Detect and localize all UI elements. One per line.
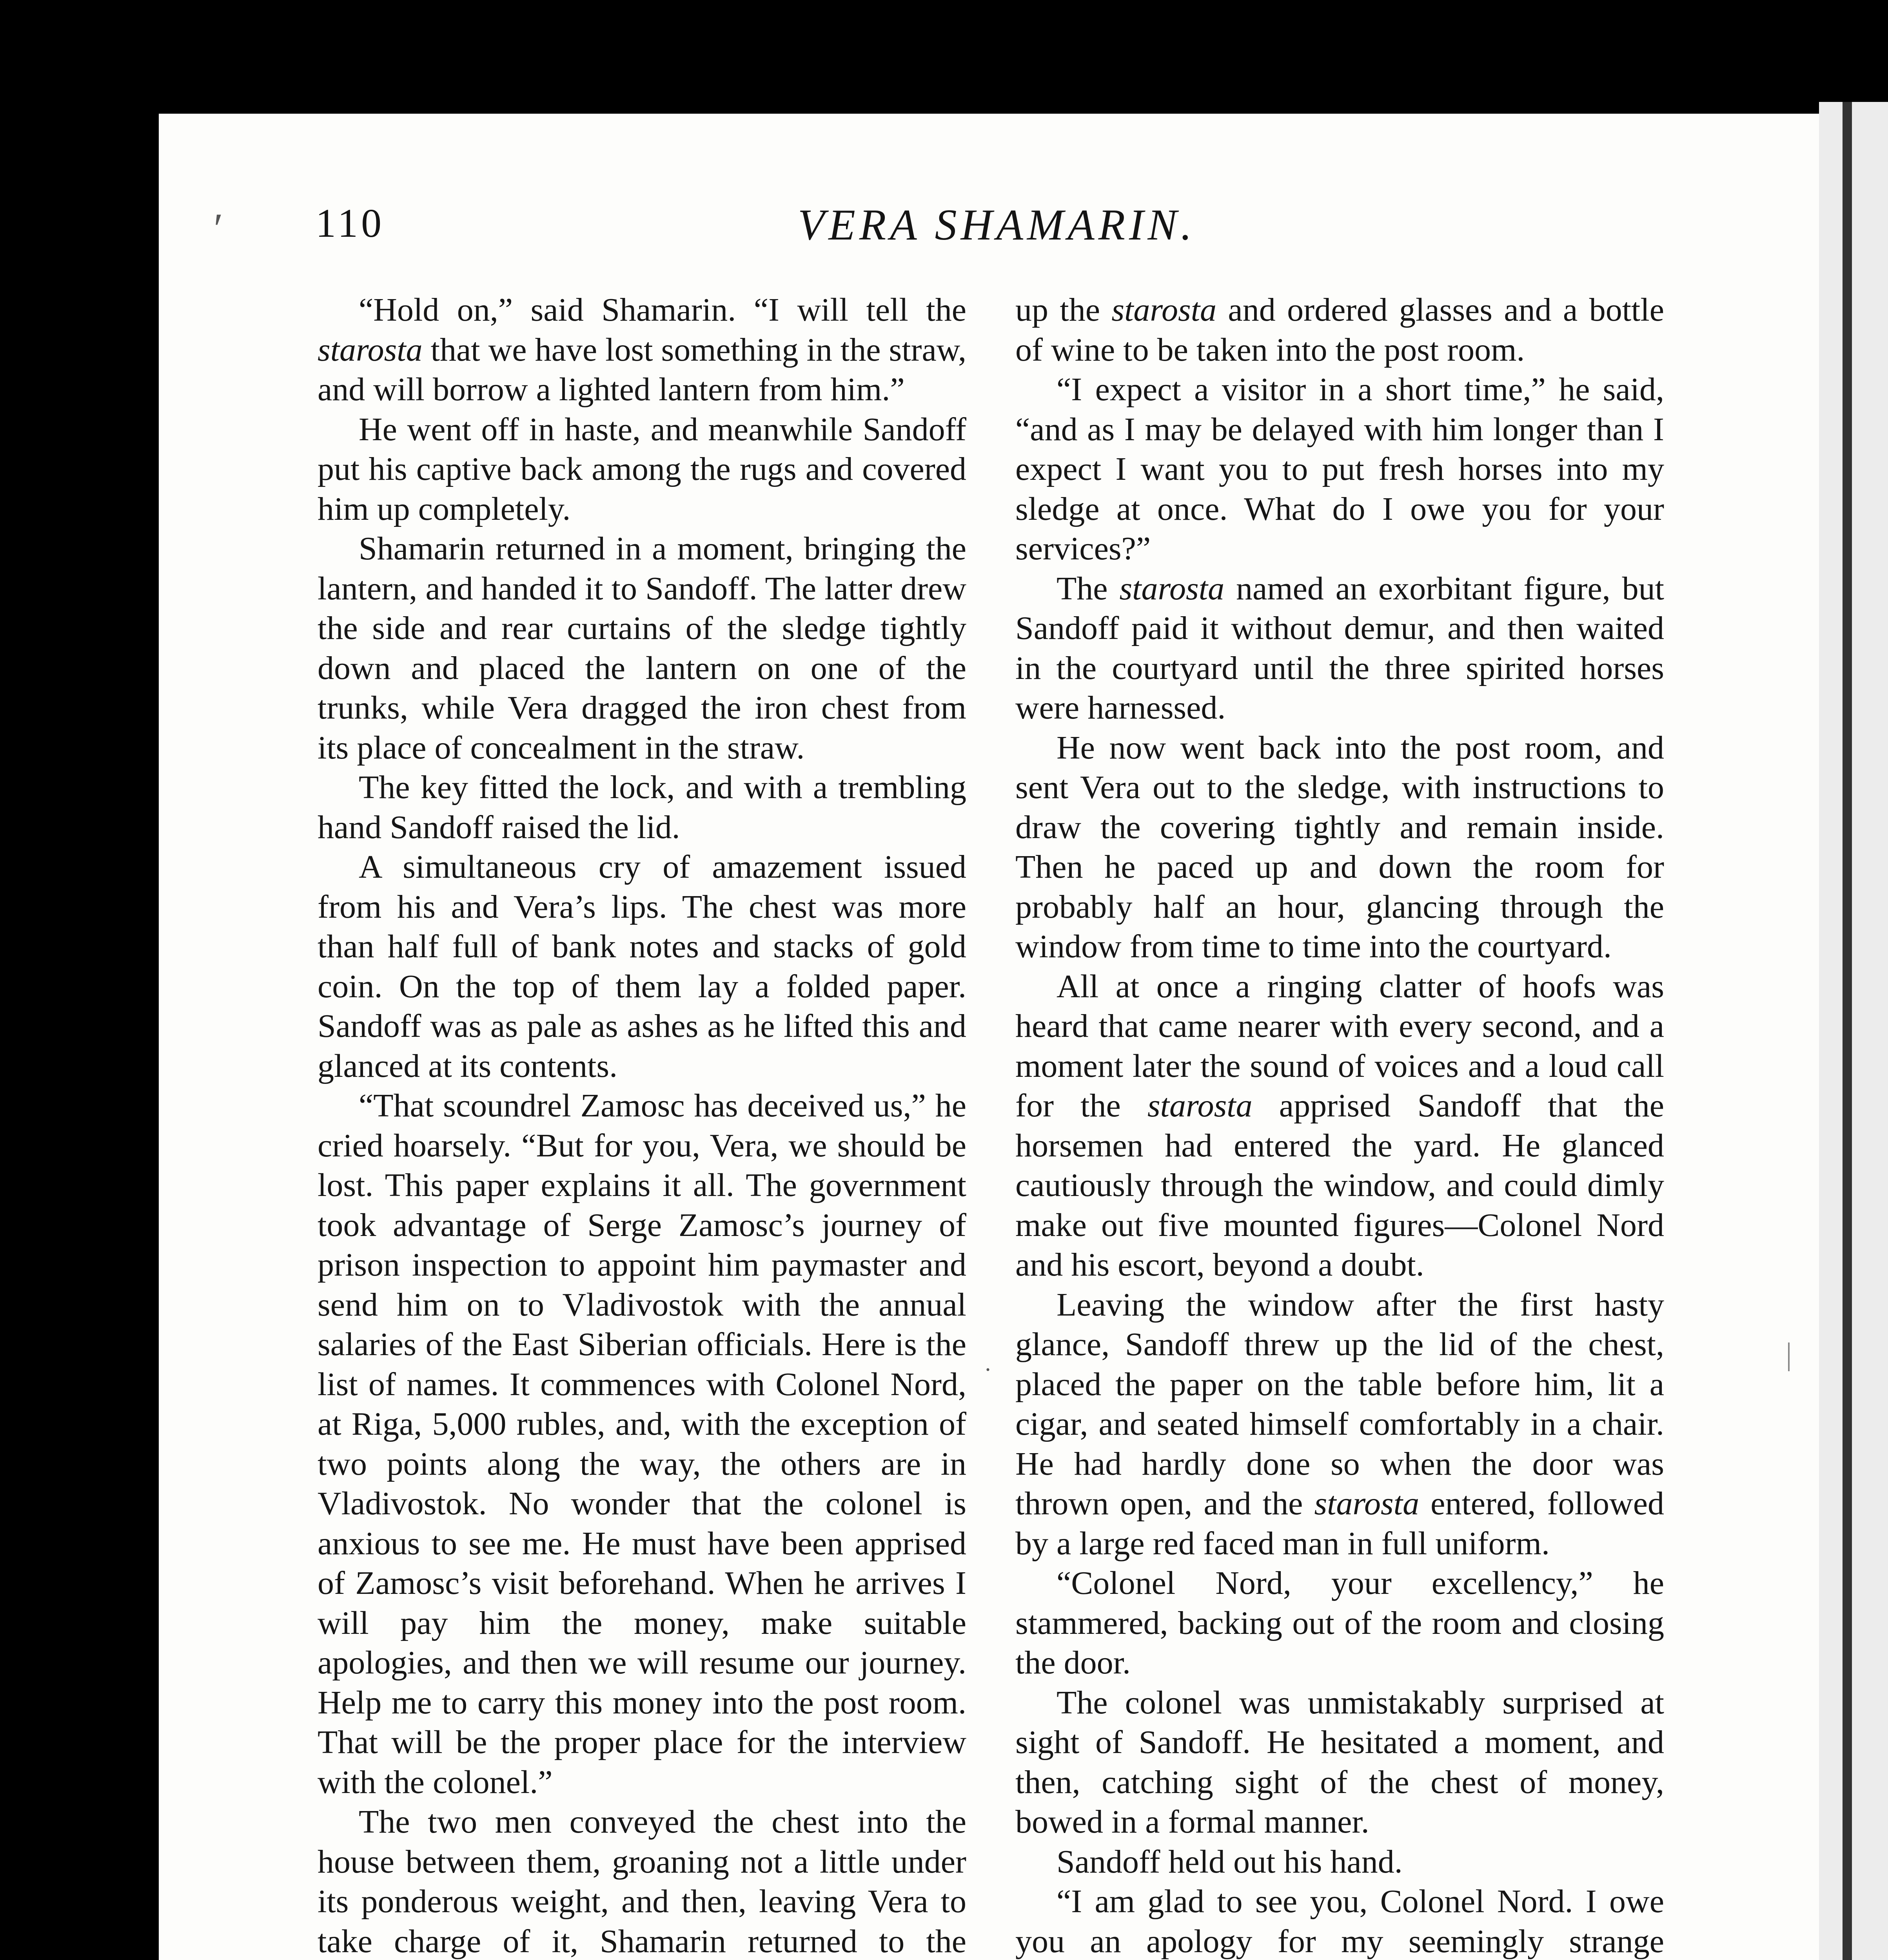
book-page [159,114,1819,1960]
scan-speck-mark: · [984,1357,992,1383]
paragraph: Shamarin returned in a moment, bringing the lantern, and handed it to Sandoff. The latter drew the side and rear curtains of the sledge tightly down and placed the lantern on one of the trunks, while Vera dragged the iron chest from its place of concealment in the straw. [318,530,966,766]
paragraph: The starosta named an exorbitant figure, but Sandoff paid it without demur, and then waited in the courtyard until the three spirited horses were harnessed. [1015,570,1664,726]
page-number: 110 [316,201,385,246]
paragraph: up the starosta and ordered glasses and a bottle of wine to be taken into the post room. [1015,292,1664,368]
paragraph: “I am glad to see you, Colonel Nord. I owe you an apology for my seemingly strange [1015,1883,1664,1960]
paragraph: The colonel was unmistakably surprised at sight of Sandoff. He hesitated a moment, and then, catching sight of the chest of money, bowed in a formal manner. [1015,1684,1664,1840]
adjacent-page-edge [1819,102,1888,1960]
paragraph: He now went back into the post room, and sent Vera out to the sledge, with instructions to draw the covering tightly and remain inside. Then he paced up and down the room for probably half an hour, glancing through the window from time to time into the courtyard. [1015,729,1664,965]
scan-speck-mark: | [1786,1337,1792,1372]
paragraph: A simultaneous cry of amazement issued from his and Vera’s lips. The chest was more than half full of bank notes and stacks of gold coin. On the top of them lay a folded paper. Sandoff was as pale as ashes as he lifted this and glanced at its contents. [318,849,966,1084]
paragraph: “That scoundrel Zamosc has deceived us,” he cried hoarsely. “But for you, Vera, we should be lost. This paper explains it all. The government took advantage of Serge Zamosc’s journey of prison inspection to appoint him paymaster and send him on to Vladivostok with the annual salaries of the East Siberian officials. Here is the list of names. It commences with Colonel Nord, at Riga, 5,000 rubles, and, with the exception of two points along the way, the others are in Vladivostok. No wonder that the colonel is anxious to see me. He must have been apprised of Zamosc’s visit beforehand. When he arrives I will pay him the money, make suitable apologies, and then we will resume our journey. Help me to carry this money into the post room. That will be the proper place for the interview with the colonel.” [318,1087,966,1800]
paragraph: “Hold on,” said Shamarin. “I will tell the starosta that we have lost something in the straw, and will borrow a lighted lantern from him.” [318,292,966,408]
paragraph: The key fitted the lock, and with a trembling hand Sandoff raised the lid. [318,769,966,846]
paragraph: Sandoff held out his hand. [1057,1843,1403,1880]
running-title: VERA SHAMARIN. [798,201,1196,249]
scan-speck-mark: ʹ [214,205,223,252]
paragraph: The two men conveyed the chest into the house between them, groaning not a little under its ponderous weight, and then, leaving Vera to take charge of it, Shamarin returned to the [318,1804,966,1960]
paragraph: Leaving the window after the first hasty glance, Sandoff threw up the lid of the chest, placed the paper on the table before him, lit a cigar, and seated himself comfortably in a chair. He had hardly done so when the door was thrown open, and the starosta entered, followed by a large red faced man in full uniform. [1015,1286,1664,1562]
paragraph: “I expect a visitor in a short time,” he said, “and as I may be delayed with him longer than I expect I want you to put fresh horses into my sledge at once. What do I owe you for your services?” [1015,371,1664,567]
paragraph: All at once a ringing clatter of hoofs was heard that came nearer with every second, and a moment later the sound of voices and a loud call for the starosta apprised Sandoff that the horsemen had entered the yard. He glanced cautiously through the window, and could dimly make out five mounted figures—Colonel Nord and his escort, beyond a doubt. [1015,968,1664,1283]
page-gutter-shadow [1843,102,1852,1960]
left-text-column [318,290,966,1960]
right-text-column [1015,290,1664,1960]
paragraph: He went off in haste, and meanwhile Sandoff put his captive back among the rugs and covered him up completely. [318,411,966,527]
paragraph: “Colonel Nord, your excellency,” he stammered, backing out of the room and closing the door. [1015,1565,1664,1681]
page-header [159,200,1819,267]
